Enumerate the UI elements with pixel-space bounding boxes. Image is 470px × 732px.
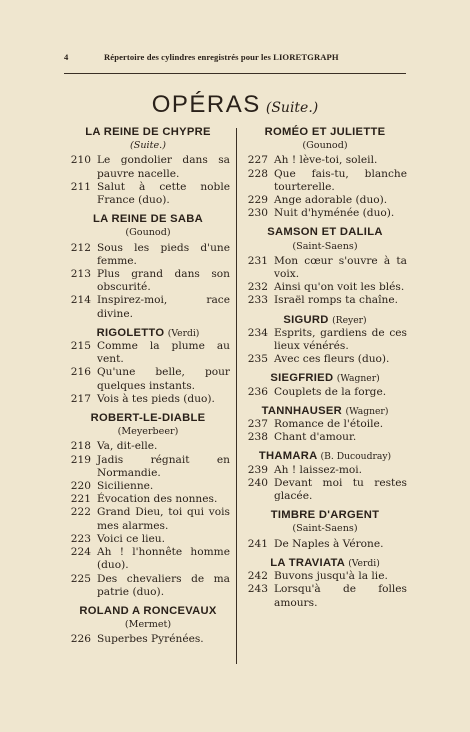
cylinder-title: Des chevaliers de ma patrie (duo). [97, 572, 230, 598]
cylinder-entry [66, 440, 230, 453]
cylinder-number: 211 [70, 180, 91, 193]
cylinder-entry [66, 533, 230, 546]
cylinder-entry [243, 386, 407, 399]
opera-block [243, 450, 407, 503]
cylinder-number: 230 [247, 207, 268, 220]
cylinder-number: 221 [70, 493, 91, 506]
opera-title-text: SAMSON ET DALILA [267, 226, 383, 239]
cylinder-number: 224 [70, 546, 91, 559]
opera-title [243, 372, 407, 385]
cylinder-number: 235 [247, 353, 268, 366]
cylinder-title: Chant d'amour. [274, 431, 357, 444]
cylinder-entry [66, 181, 230, 207]
opera-composer: (Wagner) [336, 373, 380, 385]
opera-block [66, 412, 230, 599]
opera-block [243, 226, 407, 307]
opera-composer: (Wagner) [345, 405, 389, 417]
opera-block [66, 327, 230, 406]
opera-title-text: RIGOLETTO [96, 326, 165, 339]
opera-composer: (Saint-Saens) [292, 240, 358, 252]
opera-block [66, 605, 230, 647]
cylinder-entry [243, 431, 407, 444]
opera-block [243, 557, 407, 610]
cylinder-number: 243 [247, 583, 268, 596]
opera-title-text: SIEGFRIED [270, 372, 334, 385]
cylinder-number: 234 [247, 326, 268, 339]
cylinder-title: Salut à cette noble France (duo). [97, 180, 230, 207]
cylinder-entry [66, 268, 230, 294]
cylinder-number: 239 [247, 463, 268, 476]
cylinder-number: 210 [70, 154, 91, 167]
cylinder-number: 236 [247, 385, 268, 398]
cylinder-entry [243, 477, 407, 503]
cylinder-number: 214 [70, 294, 91, 307]
cylinder-title: Inspirez-moi, race divine. [97, 294, 230, 320]
cylinder-number: 220 [70, 480, 91, 493]
cylinder-number: 216 [70, 366, 91, 379]
cylinder-entry [66, 573, 230, 599]
header-rule [64, 73, 406, 74]
opera-title-text: LA REINE DE CHYPRE [85, 126, 211, 138]
cylinder-title: Plus grand dans son obscurité. [97, 268, 230, 294]
cylinder-number: 233 [247, 294, 268, 307]
opera-title [243, 226, 407, 239]
cylinder-number: 218 [70, 440, 91, 453]
opera-title-text: ROMÉO ET JULIETTE [264, 126, 386, 138]
cylinder-number: 232 [247, 281, 268, 294]
opera-composer: (Suite.) [130, 140, 166, 152]
opera-title-text: ROBERT-LE-DIABLE [90, 412, 206, 425]
opera-composer: (Gounod) [125, 227, 171, 239]
opera-block [243, 126, 407, 220]
cylinder-number: 213 [70, 268, 91, 281]
opera-title-text: LA TRAVIATA [270, 556, 345, 569]
cylinder-title: Buvons jusqu'à la lie. [274, 570, 388, 583]
cylinder-entry [243, 207, 407, 220]
opera-block [66, 213, 230, 321]
cylinder-title: Sicilienne. [97, 480, 154, 493]
section-title-sub: (Suite.) [265, 100, 319, 116]
cylinder-title: Grand Dieu, toi qui vois mes alarmes. [97, 506, 230, 532]
running-title: Répertoire des cylindres enregistrés pour les LIORETGRAPH [104, 52, 339, 62]
opera-composer: (B. Ducoudray) [320, 451, 392, 463]
cylinder-entry [243, 353, 407, 366]
cylinder-entry [243, 570, 407, 583]
cylinder-title: Vois à tes pieds (duo). [97, 392, 215, 405]
cylinder-title: Avec ces fleurs (duo). [274, 353, 390, 366]
cylinder-number: 227 [247, 154, 268, 167]
opera-composer: (Reyer) [332, 314, 367, 326]
right-column [243, 126, 407, 610]
opera-title-text: TIMBRE D'ARGENT [270, 509, 380, 522]
cylinder-number: 219 [70, 453, 91, 466]
cylinder-title: Va, dit-elle. [97, 440, 158, 453]
cylinder-entry [243, 281, 407, 294]
opera-composer: (Gounod) [302, 140, 348, 152]
opera-composer: (Verdi) [167, 327, 200, 339]
cylinder-title: Couplets de la forge. [274, 385, 387, 398]
cylinder-entry [66, 454, 230, 480]
opera-block [66, 126, 230, 207]
cylinder-title: Sous les pieds d'une femme. [97, 241, 230, 267]
cylinder-number: 215 [70, 340, 91, 353]
cylinder-title: Que fais-tu, blanche tourterelle. [274, 167, 407, 193]
cylinder-number: 242 [247, 570, 268, 583]
cylinder-number: 231 [247, 254, 268, 267]
column-divider [236, 128, 237, 664]
cylinder-entry [66, 366, 230, 392]
cylinder-title: Le gondolier dans sa pauvre nacelle. [97, 154, 230, 180]
opera-block [243, 314, 407, 367]
cylinder-title: Comme la plume au vent. [97, 340, 230, 366]
cylinder-number: 229 [247, 194, 268, 207]
opera-block [243, 372, 407, 398]
cylinder-entry [66, 493, 230, 506]
opera-title-text: THAMARA [258, 450, 318, 463]
cylinder-number: 237 [247, 418, 268, 431]
cylinder-title: Mon cœur s'ouvre à ta voix. [274, 254, 407, 281]
cylinder-entry [243, 294, 407, 307]
cylinder-title: Lorsqu'à de folles amours. [274, 583, 407, 609]
cylinder-title: Romance de l'étoile. [274, 418, 384, 431]
cylinder-entry [66, 633, 230, 646]
opera-composer: (Meyerbeer) [117, 426, 179, 438]
cylinder-entry [66, 340, 230, 366]
cylinder-title: Ange adorable (duo). [274, 194, 388, 207]
page-number: 4 [64, 52, 69, 62]
opera-title [243, 450, 407, 463]
cylinder-entry [66, 242, 230, 268]
opera-title [243, 405, 407, 418]
cylinder-entry [66, 506, 230, 532]
cylinder-title: Évocation des nonnes. [97, 493, 218, 506]
cylinder-number: 225 [70, 572, 91, 585]
cylinder-number: 222 [70, 506, 91, 519]
opera-title-text: LA REINE DE SABA [92, 213, 204, 226]
opera-title [66, 126, 230, 139]
opera-composer: (Mermet) [124, 619, 172, 631]
cylinder-entry [243, 255, 407, 281]
opera-title [66, 327, 230, 340]
cylinder-entry [66, 480, 230, 493]
cylinder-title: Devant moi tu restes glacée. [274, 476, 407, 503]
cylinder-title: Voici ce lieu. [97, 532, 165, 545]
cylinder-number: 226 [70, 633, 91, 646]
cylinder-title: De Naples à Vérone. [274, 537, 384, 550]
cylinder-entry [243, 538, 407, 551]
cylinder-entry [243, 194, 407, 207]
opera-title [243, 314, 407, 327]
opera-title-text: ROLAND A RONCEVAUX [79, 604, 217, 617]
left-column [66, 126, 230, 647]
cylinder-entry [243, 418, 407, 431]
cylinder-number: 240 [247, 476, 268, 489]
cylinder-title: Ah ! lève-toi, soleil. [274, 154, 378, 167]
cylinder-entry [243, 327, 407, 353]
opera-composer: (Saint-Saens) [292, 523, 358, 535]
cylinder-entry [243, 464, 407, 477]
cylinder-title: Ah ! laissez-moi. [274, 463, 363, 476]
cylinder-title: Israël romps ta chaîne. [274, 294, 398, 307]
opera-composer: (Verdi) [348, 557, 380, 569]
opera-block [243, 405, 407, 445]
opera-title-text: SIGURD [283, 313, 329, 326]
cylinder-title: Nuit d'hyménée (duo). [274, 207, 395, 220]
opera-title [243, 509, 407, 522]
opera-title [66, 412, 230, 425]
cylinder-entry [66, 294, 230, 320]
opera-title-text: TANNHAUSER [261, 404, 343, 417]
opera-title [66, 605, 230, 618]
cylinder-title: Ah ! l'honnête homme (duo). [97, 546, 230, 572]
opera-title [243, 557, 407, 570]
section-title-main: OPÉRAS [151, 91, 261, 118]
cylinder-title: Esprits, gardiens de ces lieux vénérés. [274, 326, 407, 353]
cylinder-number: 217 [70, 392, 91, 405]
cylinder-title: Ainsi qu'on voit les blés. [274, 281, 405, 294]
cylinder-entry [243, 583, 407, 609]
cylinder-number: 228 [247, 167, 268, 180]
opera-block [243, 509, 407, 551]
cylinder-number: 238 [247, 431, 268, 444]
cylinder-title: Jadis régnait en Normandie. [97, 453, 230, 479]
section-title [64, 91, 406, 119]
opera-title [243, 126, 407, 139]
cylinder-entry [243, 168, 407, 194]
cylinder-entry [66, 546, 230, 572]
cylinder-entry [66, 393, 230, 406]
opera-title [66, 213, 230, 226]
cylinder-number: 223 [70, 532, 91, 545]
cylinder-title: Superbes Pyrénées. [97, 633, 204, 646]
cylinder-number: 212 [70, 241, 91, 254]
cylinder-entry [243, 154, 407, 167]
cylinder-title: Qu'une belle, pour quelques instants. [97, 366, 230, 392]
cylinder-entry [66, 154, 230, 180]
cylinder-number: 241 [247, 537, 268, 550]
